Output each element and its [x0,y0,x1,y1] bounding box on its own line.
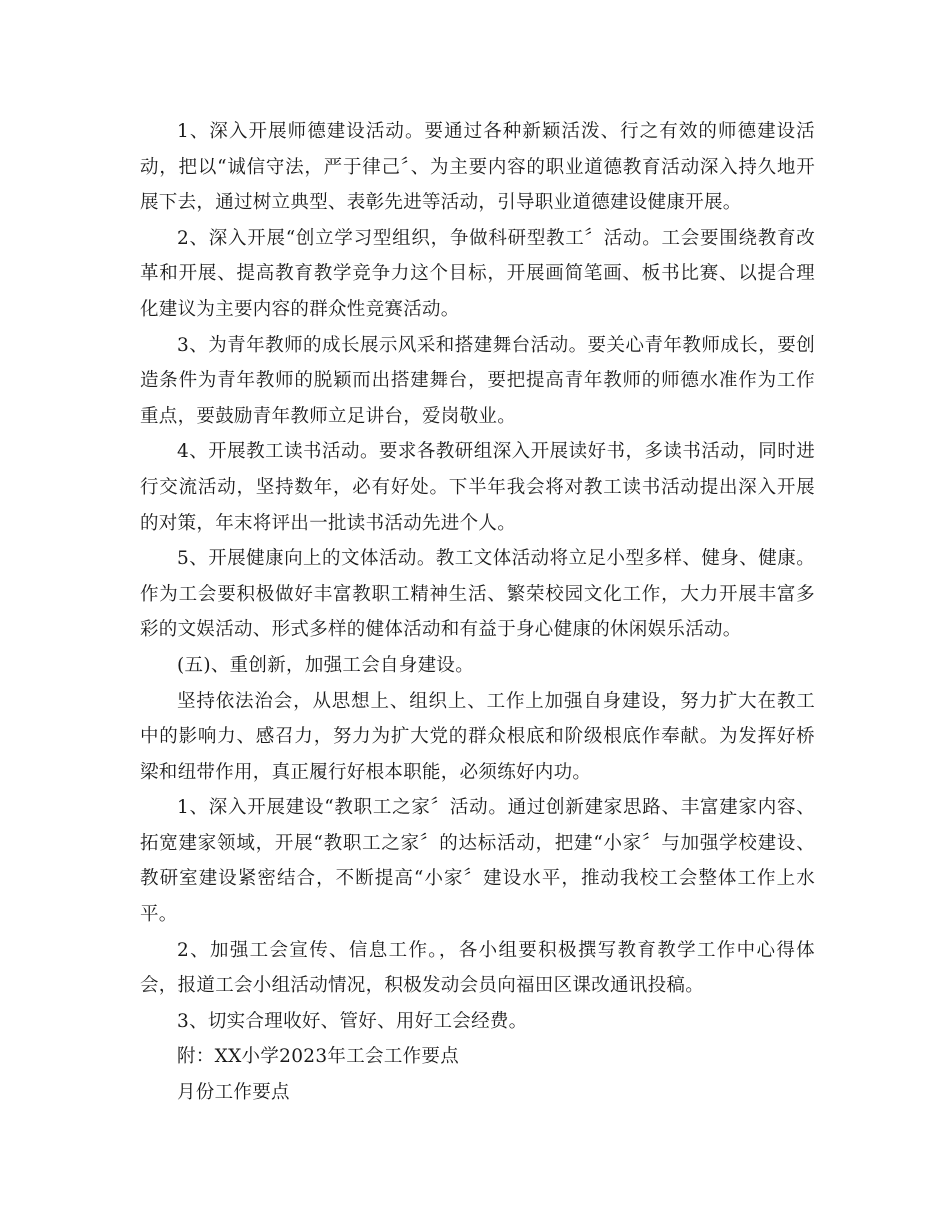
paragraph-learning-organization: 2、深入开展“创立学习型组织，争做科研型教工〞活动。工会要围绕教育改革和开展、提高教育教学竞争力这个目标，开展画简笔画、板书比赛、以提合理化建议为主要内容的群众性竞赛活动。 [140,227,815,320]
paragraph-funds: 3、切实合理收好、管好、用好工会经费。 [177,1010,528,1032]
appendix-title: 附：XX小学2023年工会工作要点 [177,1046,460,1068]
document-body [140,114,815,1111]
paragraph-reading-activity: 4、开展教工读书活动。要求各教研组深入开展读好书，多读书活动，同时进行交流活动，坚持数年，必有好处。下半年我会将对教工读书活动提出深入开展的对策，年末将评出一批读书活动先进个人。 [140,441,815,534]
paragraph-young-teachers: 3、为青年教师的成长展示风采和搭建舞台活动。要关心青年教师成长，要创造条件为青年教师的脱颖而出搭建舞台，要把提高青年教师的师德水准作为工作重点，要鼓励青年教师立足讲台，爱岗敬业。 [140,334,815,427]
paragraph-publicity: 2、加强工会宣传、信息工作。，各小组要积极撰写教育教学工作中心得体会，报道工会小组活动情况，积极发动会员向福田区课改通讯投稿。 [140,939,815,997]
paragraph-ethics-activity: 1、深入开展师德建设活动。要通过各种新颖活泼、行之有效的师德建设活动，把以“诚信守法，严于律己〞、为主要内容的职业道德教育活动深入持久地开展下去，通过树立典型、表彰先进等活动，引导职业道德建设健康开展。 [140,121,815,214]
paragraph-staff-home: 1、深入开展建设“教职工之家〞活动。通过创新建家思路、丰富建家内容、拓宽建家领域，开展“教职工之家〞的达标活动，把建“小家〞与加强学校建设、教研室建设紧密结合，不断提高“小家〞建设水平，推动我校工会整体工作上水平。 [140,797,815,926]
paragraph-sports-culture: 5、开展健康向上的文体活动。教工文体活动将立足小型多样、健身、健康。作为工会要积极做好丰富教职工精神生活、繁荣校园文化工作，大力开展丰富多彩的文娱活动、形式多样的健体活动和有益于身心健康的休闲娱乐活动。 [140,548,815,641]
monthly-points-heading: 月份工作要点 [177,1082,290,1104]
section-heading-innovation: (五)、重创新，加强工会自身建设。 [177,654,475,676]
paragraph-rule-of-law: 坚持依法治会，从思想上、组织上、工作上加强自身建设，努力扩大在教工中的影响力、感召力，努力为扩大党的群众根底和阶级根底作奉献。为发挥好桥梁和纽带作用，真正履行好根本职能，必须练好内功。 [140,690,815,783]
